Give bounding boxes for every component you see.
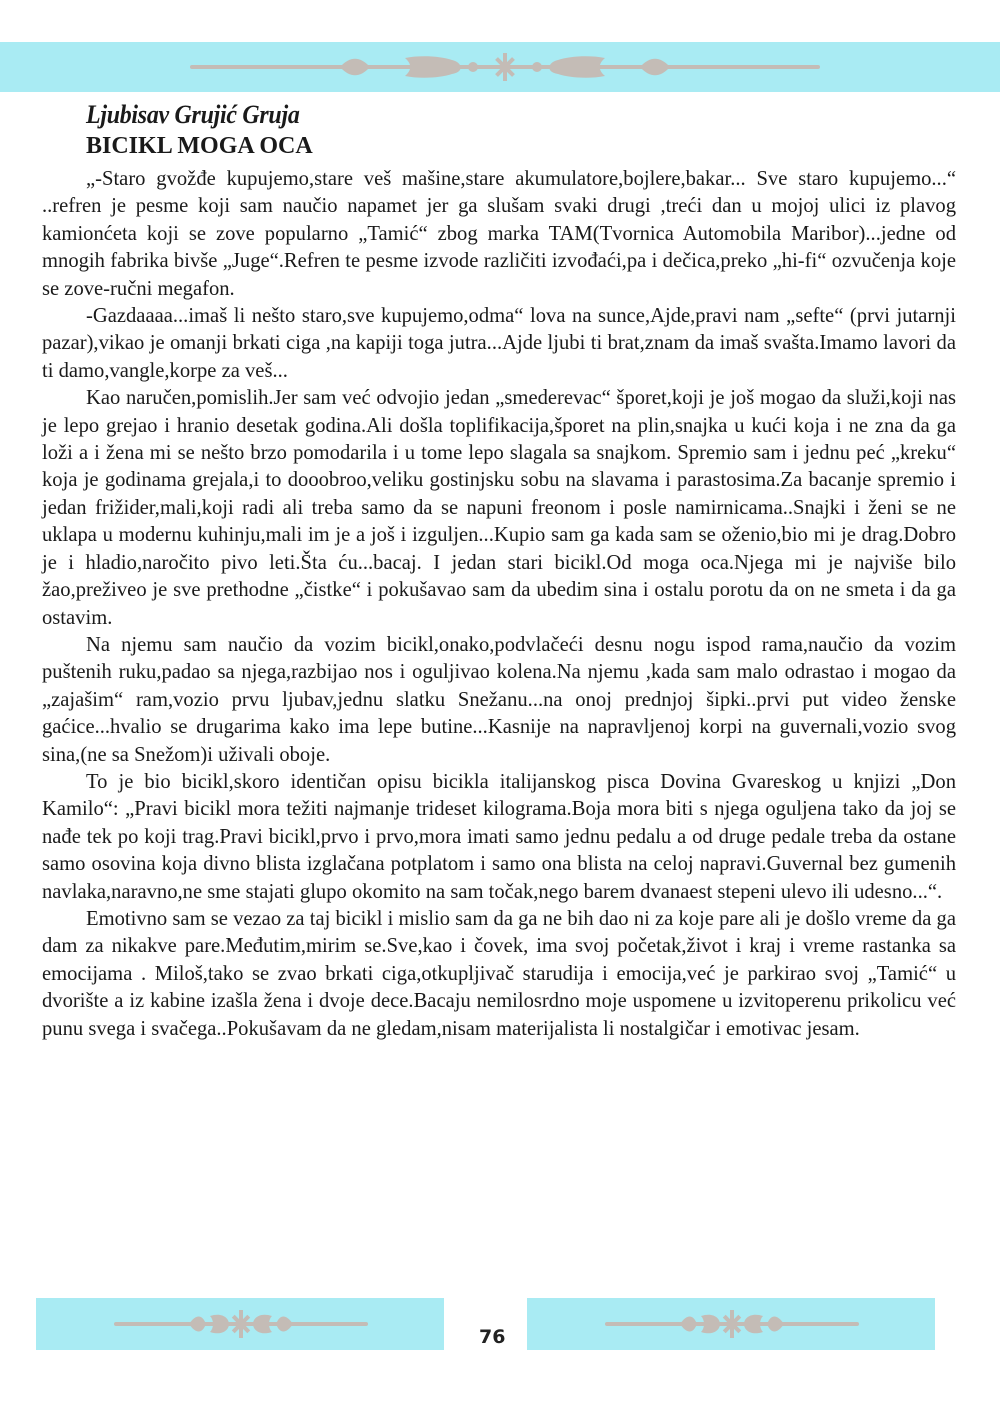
ornament-divider-icon bbox=[114, 1308, 368, 1340]
paragraph: -Gazdaaaa...imaš li nešto staro,sve kupujemo,odma“ lova na sunce,Ajde,pravi nam „sefte“ (prvi jutarnji pazar),vikao je omanji brkati ciga ,na kapiji toga jutra...Ajde ljubi ti brat,znam da imaš svašta.Imamo lavori da ti damo,vangle,korpe za veš... bbox=[42, 305, 956, 382]
paragraph: To je bio bicikl,skoro identičan opisu bicikla italijanskog pisca Dovina Gvareskog u knjizi „Don Kamilo“: „Pravi bicikl mora težiti najmanje trideset kilograma.Boja mora biti s njega oguljena tako da joj se nađe tek po koji trag.Pravi bicikl,prvo i prvo,mora imati samo jednu pedalu a od druge pedale treba da ostane samo osovina koja divno blista izglačana potplatom i samo ona blista na celoj napravi.Guvernal bez gumenih navlaka,naravno,ne sme stajati glupo okomito na sam točak,nego barem dvanaest stepeni ulevo ili udesno...“. bbox=[42, 770, 956, 903]
ornament-divider-icon bbox=[605, 1308, 859, 1340]
paragraph: „-Staro gvožđe kupujemo,stare veš mašine,stare akumulatore,bojlere,bakar... Sve staro kupujemo...“ ..refren je pesme koji sam naučio napamet jer ga slušam svaki drugi ,treći dan u mojoj ulici iz plavog kamionćeta koji se zove popularno „Tamić“ zbog marka TAM(Tvornica Automobila Maribor)...jedne od mnogih fabrika bivše „Juge“.Refren te pesme izvode različiti izvođaći,pa i dečica,preko „hi-fi“ ozvučenja koje se zove-ručni megafon. bbox=[42, 168, 956, 300]
paragraph: Kao naručen,pomislih.Jer sam već odvojio jedan „smederevac“ šporet,koji je još mogao da služi,koji nas je lepo grejao i hranio desetak godina.Ali došla toplifikacija,šporet na plin,snajka u kući koja i ne zna da ga loži a i žena mi se nešto brzo pomodarila i u tome lepo slagala sa snajkom. Spremio sam i jednu peć „kreku“ koja je godinama grejala,i to dooobroo,veliku gostinjsku sobu na slavama i parastosima.Za bacanje spremio i jedan frižider,mali,koji radi ali treba samo da se napuni freonom i posle namirnicama..Snajki i ženi se ne uklapa u modernu kuhinju,mali im je a još i izguljen...Kupio sam ga kada sam se oženio,bio mi je drag.Dobro je i hladio,naročito pivo leti.Šta ću...bacaj. I jedan stari bicikl.Od moga oca.Njega mi je najviše bilo žao,preživeo je sve prethodne „čistke“ i pokušavao sam da ubedim sina i ostalu porotu da on ne smeta i da ga ostavim. bbox=[42, 387, 956, 629]
ornament-divider-icon bbox=[190, 50, 820, 84]
paragraph: Emotivno sam se vezao za taj bicikl i mislio sam da ga ne bih dao ni za koje pare ali je došlo vreme da ga dam za nikakve pare.Međutim,mirim se.Sve,kao i čovek, ima svoj početak,život i kraj i vreme rastanka sa emocijama . Miloš,tako se zvao brkati ciga,otkupljivač starudija i emocija,već je parkirao svoj „Tamić“ u dvorište a iz kabine izašla žena i dvoje dece.Bacaju nemilosrdno moje uspomene u izvitoperenu prikolicu već punu svega i svačega..Pokušavam da ne gledam,nisam materijalista li nostalgičar i emotivac jesam. bbox=[42, 907, 956, 1040]
page-number: 76 bbox=[479, 1326, 506, 1348]
paragraph: Na njemu sam naučio da vozim bicikl,onako,podvlačeći desnu nogu ispod rama,naučio da vozim puštenih ruku,padao sa njega,razbijao nos i oguljivao kolena.Na njemu ,kada sam malo odrastao i mogao da „zajašim“ ram,vozio prvu ljubav,jednu slatku Snežanu...na onoj prednjoj šipki..prvi put video ženske gaćice...hvalio se drugarima kako ima lepe butine...Kasnije na napravljenoj korpi na guvernali,vozio svog sina,(ne sa Snežom)i uživali oboje. bbox=[42, 633, 956, 766]
footer-decorative-band-right bbox=[527, 1298, 935, 1350]
footer-decorative-band-left bbox=[36, 1298, 444, 1350]
article-header bbox=[86, 100, 318, 160]
author-name: Ljubisav Grujić Gruja bbox=[86, 100, 300, 129]
article-title: BICIKL MOGA OCA bbox=[86, 133, 313, 159]
article-body bbox=[42, 166, 956, 1043]
header-decorative-band bbox=[0, 42, 1000, 92]
